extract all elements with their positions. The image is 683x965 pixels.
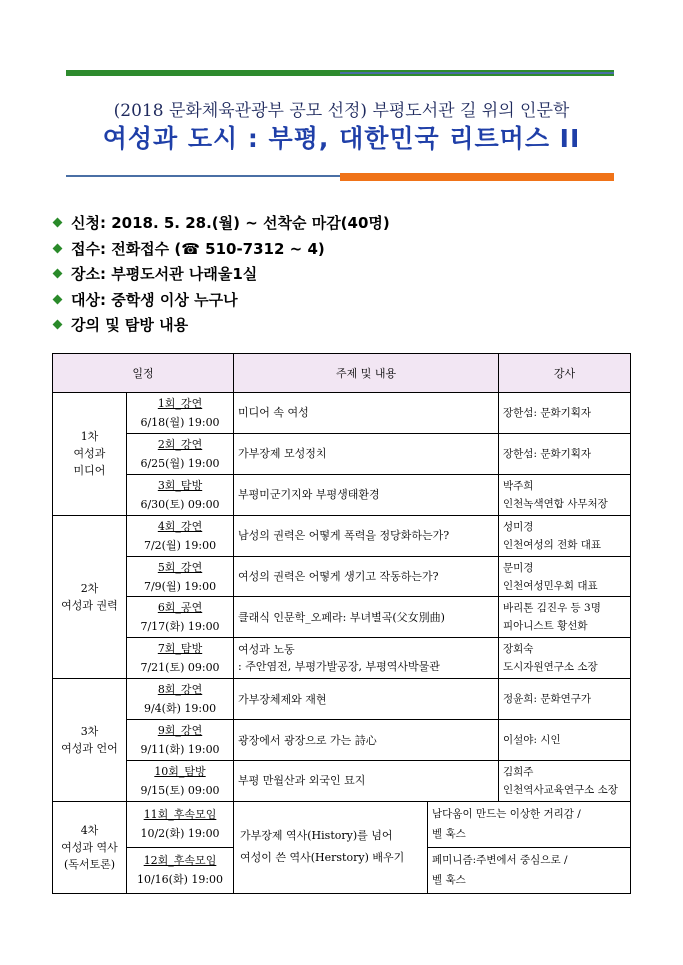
session-cell xyxy=(127,393,234,434)
diamond-bullet-icon xyxy=(53,243,63,253)
top-thin-rule xyxy=(340,72,614,74)
topic-cell xyxy=(234,679,499,720)
session-cell xyxy=(127,433,234,474)
speaker-cell xyxy=(499,761,631,802)
session-date: 10/2(화) 19:00 xyxy=(140,827,220,841)
session-date: 6/18(월) 19:00 xyxy=(140,415,220,429)
group-cell xyxy=(53,801,127,893)
session-date: 7/9(월) 19:00 xyxy=(143,579,217,593)
group-label: 여성과 언어 xyxy=(61,742,118,756)
speaker-text: 성미경 xyxy=(503,520,534,533)
speaker-text: 인천녹색연합 사무처장 xyxy=(503,497,608,510)
table-row xyxy=(53,638,631,679)
group-label: 3차 xyxy=(80,725,99,739)
speaker-text: 도시자원연구소 소장 xyxy=(503,661,598,674)
topic-cell xyxy=(234,638,499,679)
table-row xyxy=(53,433,631,474)
speaker-cell xyxy=(499,556,631,597)
group-label: 여성과 xyxy=(73,447,106,461)
speaker-text: 바리톤 김진우 등 3명 xyxy=(503,602,601,615)
diamond-bullet-icon xyxy=(53,218,63,228)
diamond-bullet-icon xyxy=(53,269,63,279)
topic-text: 부평미군기지와 부평생태환경 xyxy=(238,488,380,502)
table-header-row xyxy=(53,354,631,393)
table-row xyxy=(53,556,631,597)
speaker-cell xyxy=(499,597,631,638)
session-title: 5회_강연 xyxy=(157,560,203,574)
book-text: 벨 훅스 xyxy=(432,828,466,841)
session-date: 9/4(화) 19:00 xyxy=(143,702,217,716)
topic-cell xyxy=(234,556,499,597)
topic-cell xyxy=(234,433,499,474)
session-title: 4회_강연 xyxy=(157,519,203,533)
session-title: 7회_탐방 xyxy=(157,642,203,656)
session-date: 9/15(토) 09:00 xyxy=(140,783,220,797)
topic-text: 미디어 속 여성 xyxy=(238,406,309,420)
speaker-cell xyxy=(499,679,631,720)
table-row xyxy=(53,393,631,434)
page-subtitle: (2018 문화체육관광부 공모 선정) 부평도서관 길 위의 인문학 xyxy=(113,101,570,121)
speaker-text: 정윤희: 문화연구가 xyxy=(503,693,592,706)
table-row xyxy=(53,515,631,556)
speaker-cell xyxy=(499,433,631,474)
bottom-orange-rule xyxy=(340,173,614,181)
group-cell xyxy=(53,679,127,802)
speaker-cell xyxy=(499,393,631,434)
speaker-text: 피아니스트 황선화 xyxy=(503,620,588,633)
session-cell xyxy=(127,638,234,679)
topic-cell xyxy=(234,761,499,802)
group-label: 여성과 역사 xyxy=(61,840,118,854)
speaker-text: 김희주 xyxy=(503,765,534,778)
table-row xyxy=(53,720,631,761)
topic-text: 여성과 노동 xyxy=(238,643,295,657)
group-label: 미디어 xyxy=(73,464,106,478)
session-date: 6/25(월) 19:00 xyxy=(140,456,220,470)
topic-text: 클래식 인문학_오페라: 부녀별곡(父女別曲) xyxy=(238,610,445,624)
group-label: (독서토론) xyxy=(63,857,116,871)
session-date: 7/17(화) 19:00 xyxy=(140,620,220,634)
speaker-cell xyxy=(499,720,631,761)
schedule-table xyxy=(52,353,631,894)
topic-cell xyxy=(234,515,499,556)
speaker-text: 박주희 xyxy=(503,479,534,492)
topic-text: 여성이 쓴 역사(Herstory) 배우기 xyxy=(240,851,405,865)
topic-text: 광장에서 광장으로 가는 詩心 xyxy=(238,733,377,747)
session-cell xyxy=(127,761,234,802)
book-text: 페미니즘:주변에서 중심으로 / xyxy=(432,854,568,867)
speaker-cell xyxy=(499,474,631,515)
speaker-text: 인천여성민우회 대표 xyxy=(503,579,598,592)
header-speaker: 강사 xyxy=(499,354,631,393)
group-cell xyxy=(53,515,127,679)
topic-cell xyxy=(234,720,499,761)
table-row xyxy=(53,679,631,720)
table-row xyxy=(53,761,631,802)
session-title: 10회_탐방 xyxy=(154,764,206,778)
speaker-text: 장한섬: 문화기획자 xyxy=(503,447,592,460)
topic-cell xyxy=(234,393,499,434)
group-label: 4차 xyxy=(80,823,99,837)
speaker-text: 장회숙 xyxy=(503,643,534,656)
session-date: 9/11(화) 19:00 xyxy=(140,743,220,757)
session-title: 9회_강연 xyxy=(157,724,203,738)
session-title: 12회_후속모임 xyxy=(143,854,217,868)
session-title: 8회_강연 xyxy=(157,683,203,697)
topic-text: 가부장제 모성정치 xyxy=(238,447,327,461)
group-label: 2차 xyxy=(80,581,99,595)
info-item-target: 대상: 중학생 이상 누구나 xyxy=(52,287,390,313)
session-date: 7/21(토) 09:00 xyxy=(140,661,220,675)
topic-text: 부평 만월산과 외국인 묘지 xyxy=(238,774,366,788)
session-date: 7/2(월) 19:00 xyxy=(143,538,217,552)
table-row xyxy=(53,801,631,847)
book-cell xyxy=(428,801,631,847)
session-title: 2회_강연 xyxy=(157,437,203,451)
session-cell xyxy=(127,515,234,556)
table-row xyxy=(53,597,631,638)
info-list xyxy=(52,210,390,338)
topic-cell xyxy=(234,597,499,638)
topic-text: 가부장체제와 재현 xyxy=(238,692,327,706)
session-title: 11회_후속모임 xyxy=(143,808,217,822)
merged-topic-cell xyxy=(234,801,428,893)
table-row xyxy=(53,474,631,515)
session-title: 1회_강연 xyxy=(157,396,203,410)
topic-text: 여성의 권력은 어떻게 생기고 작동하는가? xyxy=(238,570,439,583)
session-cell xyxy=(127,474,234,515)
topic-text: 가부장제 역사(History)를 넘어 xyxy=(240,829,393,843)
session-cell xyxy=(127,801,234,847)
diamond-bullet-icon xyxy=(53,294,63,304)
topic-text: 남성의 권력은 어떻게 폭력을 정당화하는가? xyxy=(238,529,450,543)
speaker-cell xyxy=(499,638,631,679)
speaker-text: 인천역사교육연구소 소장 xyxy=(503,783,618,796)
table-body xyxy=(53,393,631,894)
session-date: 10/16(화) 19:00 xyxy=(136,873,224,887)
header-topic: 주제 및 내용 xyxy=(234,354,499,393)
group-cell xyxy=(53,393,127,516)
book-text: 벨 훅스 xyxy=(432,874,466,887)
page-title: 여성과 도시 : 부평, 대한민국 리트머스 II xyxy=(102,124,581,153)
session-title: 6회_공연 xyxy=(157,601,203,615)
speaker-text: 문미경 xyxy=(503,561,534,574)
speaker-text: 이설야: 시인 xyxy=(503,734,561,747)
header-schedule: 일정 xyxy=(53,354,234,393)
diamond-bullet-icon xyxy=(53,320,63,330)
group-label: 여성과 권력 xyxy=(61,598,118,612)
info-item-apply: 신청: 2018. 5. 28.(월) ~ 선착순 마감(40명) xyxy=(52,210,390,236)
info-item-place: 장소: 부평도서관 나래울1실 xyxy=(52,261,390,287)
session-cell xyxy=(127,556,234,597)
speaker-text: 장한섬: 문화기획자 xyxy=(503,406,592,419)
speaker-cell xyxy=(499,515,631,556)
topic-cell xyxy=(234,474,499,515)
session-cell xyxy=(127,720,234,761)
book-text: 남다움이 만드는 이상한 거리감 / xyxy=(432,808,581,821)
topic-text: : 주안염전, 부평가발공장, 부평역사박물관 xyxy=(238,660,440,674)
group-label: 1차 xyxy=(80,430,99,444)
session-cell xyxy=(127,847,234,893)
info-item-reception: 접수: 전화접수 (☎ 510-7312 ~ 4) xyxy=(52,236,390,262)
session-cell xyxy=(127,597,234,638)
bottom-thin-rule xyxy=(66,175,340,177)
session-date: 6/30(토) 09:00 xyxy=(140,497,220,511)
session-title: 3회_탐방 xyxy=(157,478,203,492)
book-cell xyxy=(428,847,631,893)
session-cell xyxy=(127,679,234,720)
speaker-text: 인천여성의 전화 대표 xyxy=(503,538,601,551)
info-item-content: 강의 및 탐방 내용 xyxy=(52,312,390,338)
